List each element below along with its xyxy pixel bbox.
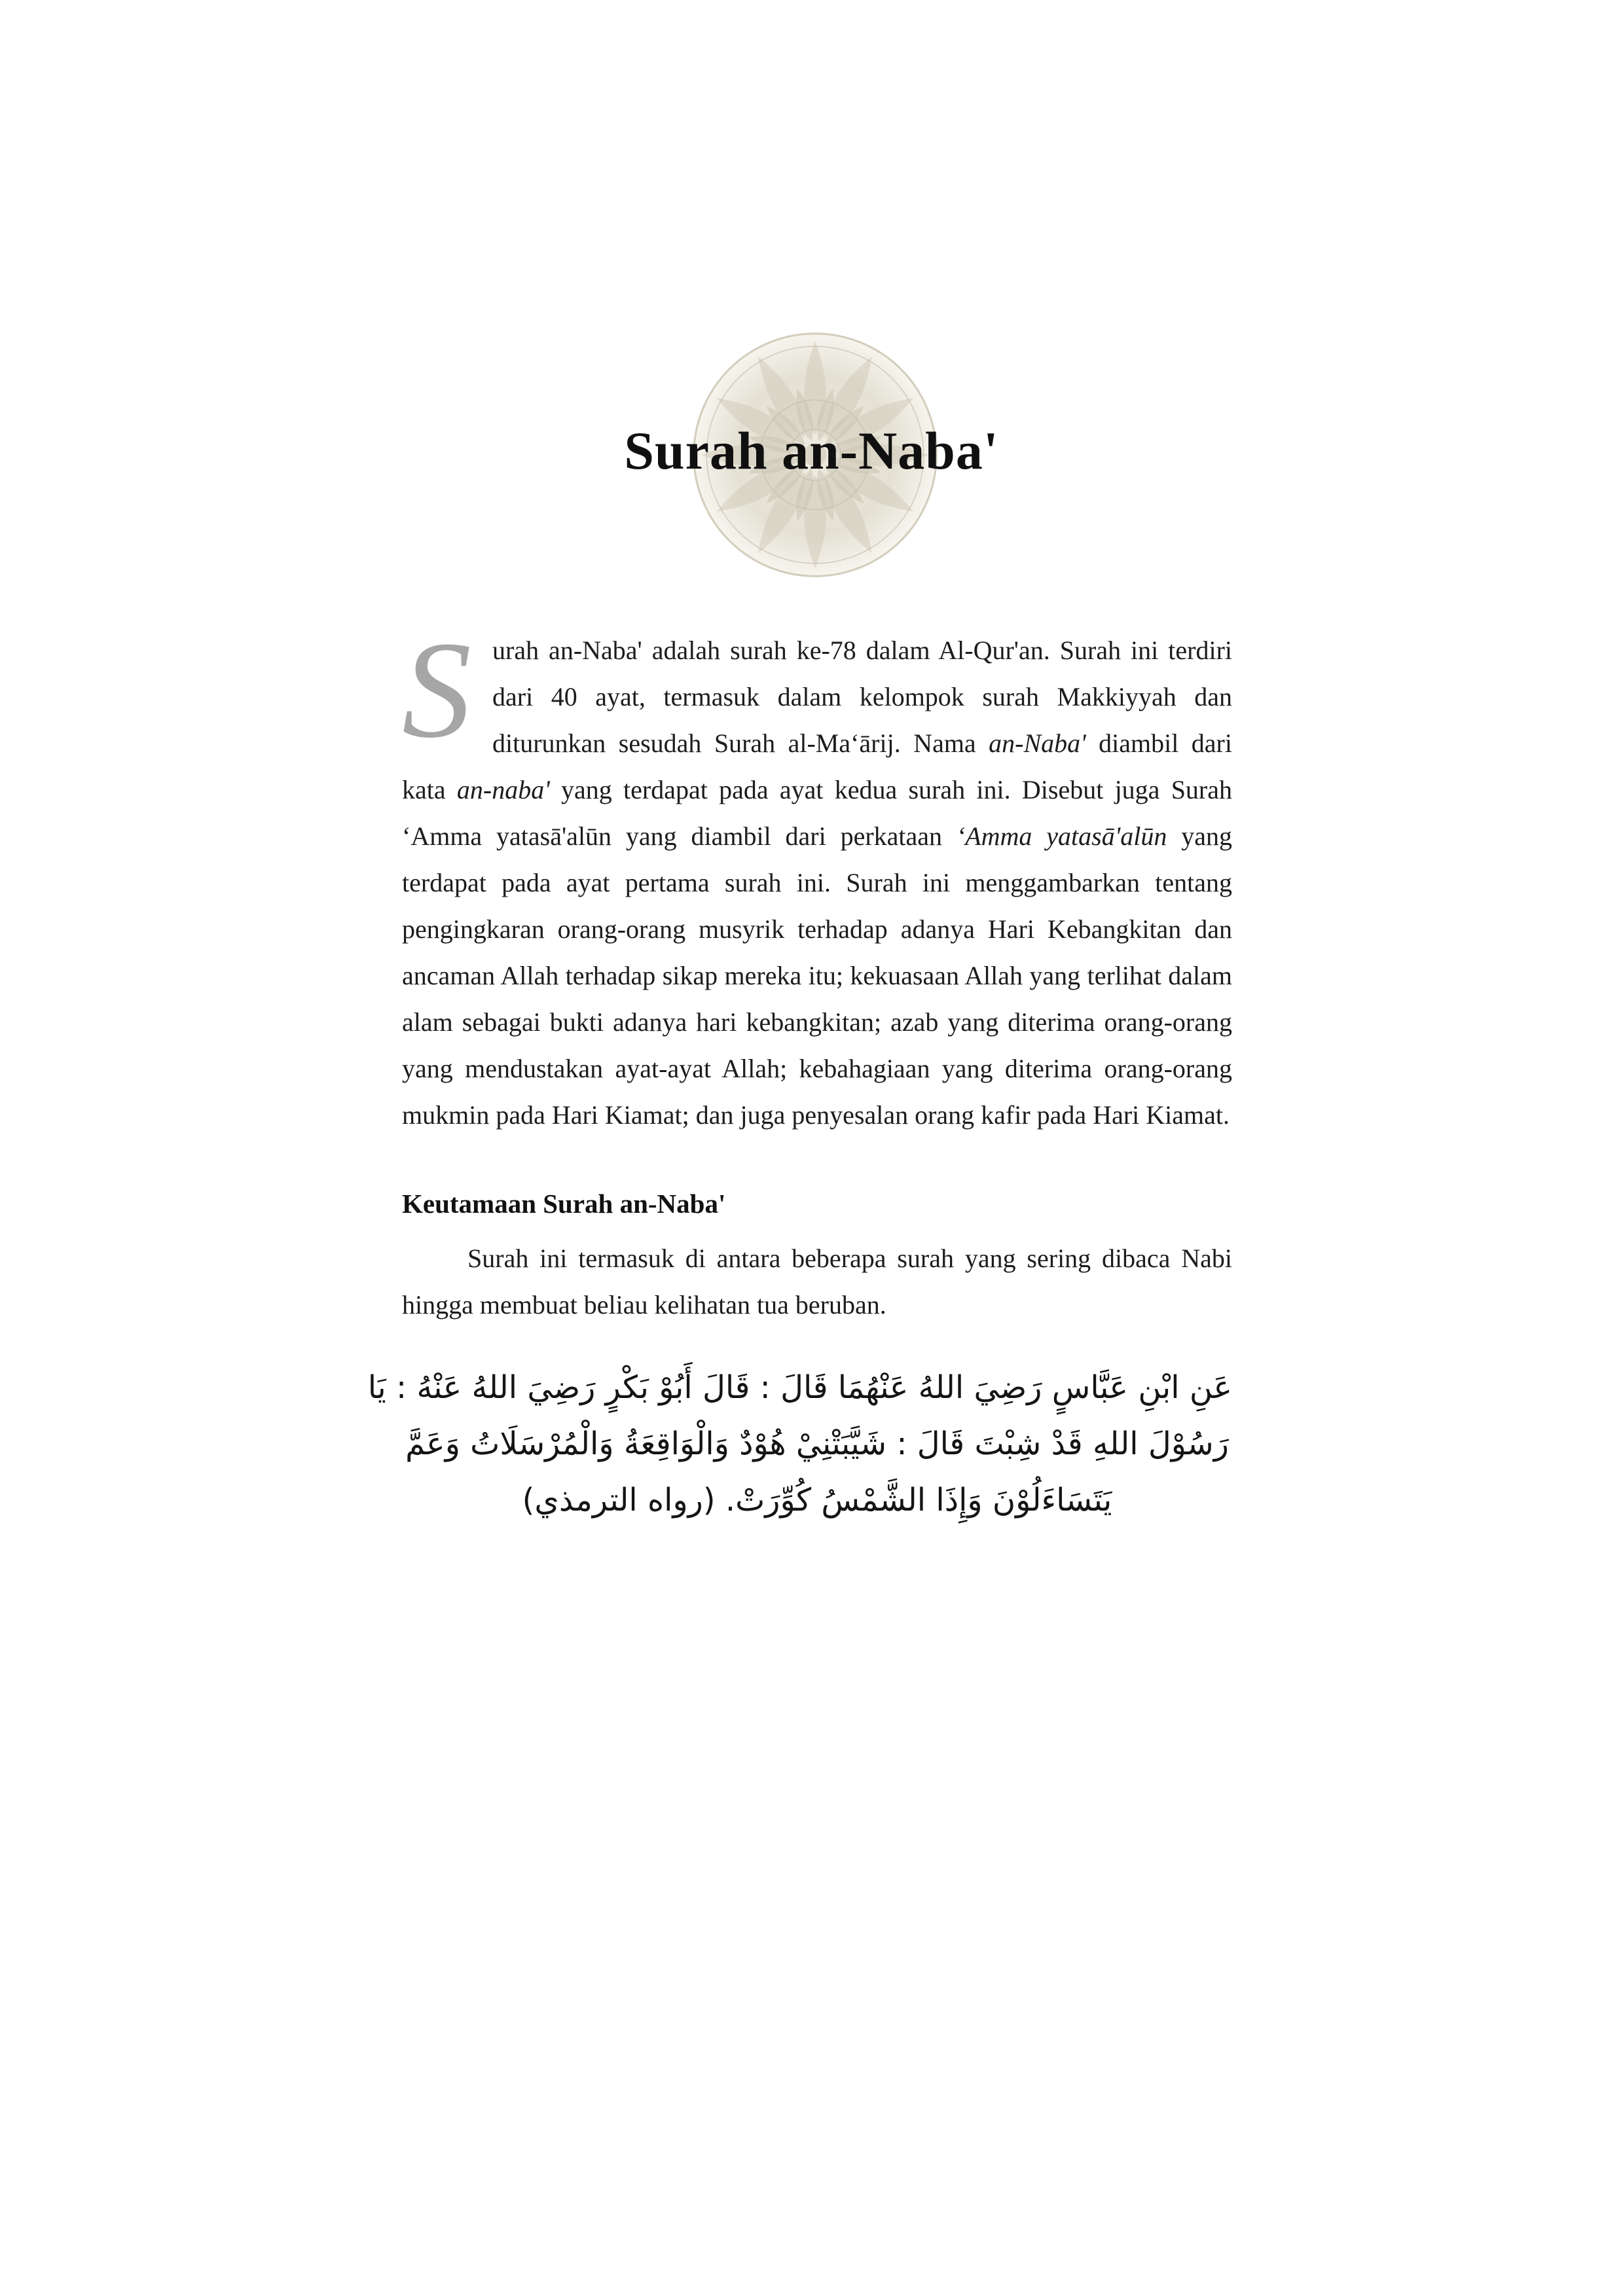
hadith-line-2: رَسُوْلَ اللهِ قَدْ شِبْتَ قَالَ : شَيَّبَتْنِيْ هُوْدٌ وَالْوَاقِعَةُ وَالْمُرْسَلَاتُ وَعَمَّ [405,1426,1229,1462]
hadith-line-1: عَنِ ابْنِ عَبَّاسٍ رَضِيَ اللهُ عَنْهُمَا قَالَ : قَالَ أَبُوْ بَكْرٍ رَضِيَ اللهُ عَنْهُ : يَا [367,1369,1232,1406]
drop-cap: S [402,613,471,766]
page-title: Surah an-Naba' [624,421,999,480]
section-heading: Keutamaan Surah an-Naba' [402,1189,726,1219]
hadith-line-3: يَتَسَاءَلُوْنَ وَإِذَا الشَّمْسُ كُوِّرَتْ. (رواه الترمذي) [522,1482,1112,1518]
hadith-arabic-block [367,1359,1232,1528]
intro-paragraph [402,613,1233,1138]
page-content [367,613,1233,1528]
intro-text: urah an-Naba' adalah surah ke-78 dalam Al-Qur'an. Surah ini terdiri dari 40 ayat, termasuk dalam kelompok surah Makkiyyah dan diturunkan sesudah Surah al-Ma‘ārij. Nama an-Naba' diambil dari kata an-naba' yang terdapat pada ayat kedua surah ini. Disebut juga Surah ‘Amma yatasā'alūn yang diambil dari perkataan ‘Amma yatasā'alūn yang terdapat pada ayat pertama surah ini. Surah ini menggambarkan tentang pengingkaran orang-orang musyrik terhadap adanya Hari Kebangkitan dan ancaman Allah terhadap sikap mereka itu; kekuasaan Allah yang terlihat dalam alam sebagai bukti adanya hari kebangkitan; azab yang diterima orang-orang yang mendustakan ayat-ayat Allah; kebahagiaan yang diterima orang-orang mukmin pada Hari Kiamat; dan juga penyesalan orang kafir pada Hari Kiamat. [402,636,1233,1130]
section-paragraph: Surah ini termasuk di antara beberapa surah yang sering dibaca Nabi hingga membuat beliau kelihatan tua beruban. [402,1244,1232,1319]
